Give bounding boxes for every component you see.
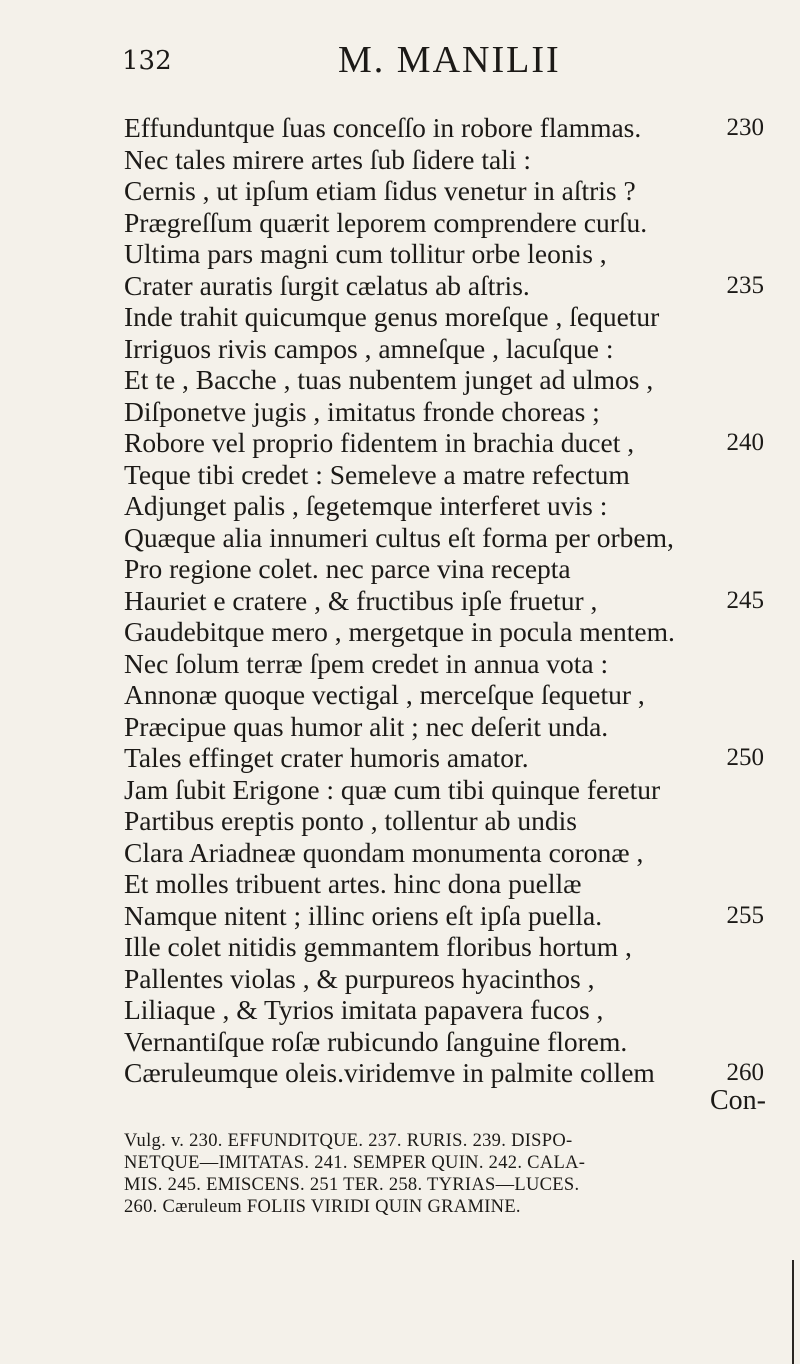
note-line: 260. Cæruleum FOLIIS VIRIDI QUIN GRAMINE. xyxy=(124,1197,521,1217)
verse-text: Vernantiſque roſæ rubicundo ſanguine florem. xyxy=(124,1025,628,1057)
verse-text: Clara Ariadneæ quondam monumenta coronæ , xyxy=(124,836,644,868)
variant-notes xyxy=(124,1130,764,1218)
line-number: 245 xyxy=(726,586,764,614)
verse-text: Liliaque , & Tyrios imitata papavera fucos , xyxy=(124,994,604,1025)
verse-text: Namque nitent ; illinc oriens eſt ipſa puella. xyxy=(124,899,603,931)
verse-text: Præcipue quas humor alit ; nec deſerit unda. xyxy=(124,710,609,742)
line-number: 230 xyxy=(726,114,764,141)
line-number: 260 xyxy=(726,1059,764,1086)
page-header xyxy=(0,34,800,94)
verse-text: Pallentes violas , & purpureos hyacinthos , xyxy=(124,962,595,994)
line-number: 235 xyxy=(726,271,764,299)
verse-text: Jam ſubit Erigone : quæ cum tibi quinque feretur xyxy=(124,773,661,805)
verse-line xyxy=(124,1053,764,1093)
verse-text: Teque tibi credet : Semeleve a matre refectum xyxy=(124,458,630,490)
verse-text: Quæque alia innumeri cultus eſt forma per orbem, xyxy=(124,521,674,553)
verse-text: Irriguos rivis campos , amneſque , lacuſque : xyxy=(124,332,614,364)
verse-text: Cernis , ut ipſum etiam ſidus venetur in aſtris ? xyxy=(124,175,636,206)
verse-text: Ille colet nitidis gemmantem floribus hortum , xyxy=(124,931,632,962)
verse-text: Ultima pars magni cum tollitur orbe leonis , xyxy=(124,238,607,269)
verse-text: Inde trahit quicumque genus moreſque , ſequetur xyxy=(124,301,660,332)
catchword: Con- xyxy=(710,1085,766,1116)
line-number: 240 xyxy=(726,429,764,456)
margin-rule xyxy=(792,1260,794,1364)
note-line: Vulg. v. 230. EFFUNDITQUE. 237. RURIS. 239. DISPO- xyxy=(124,1131,573,1151)
verse-text: Effunduntque ſuas conceſſo in robore flammas. xyxy=(124,112,642,143)
note-line: MIS. 245. EMISCENS. 251 TER. 258. TYRIAS—LUCES. xyxy=(124,1175,580,1195)
verse-text: Nec tales mirere artes ſub ſidere tali : xyxy=(124,143,531,175)
verse-text: Hauriet e cratere , & fructibus ipſe fruetur , xyxy=(124,584,598,616)
verse-text: Cæruleumque oleis.viridemve in palmite collem xyxy=(124,1057,655,1088)
verse-text: Nec ſolum terræ ſpem credet in annua vota : xyxy=(124,647,609,679)
verse-text: Adjunget palis , ſegetemque interferet uvis : xyxy=(124,490,608,521)
verse-text: Pro regione colet. nec parce vina recepta xyxy=(124,553,571,584)
verse-text: Gaudebitque mero , mergetque in pocula mentem. xyxy=(124,616,675,647)
verse-text: Tales effinget crater humoris amator. xyxy=(124,742,529,773)
verse-text: Crater auratis ſurgit cælatus ab aſtris. xyxy=(124,269,530,301)
running-head: M. MANILII xyxy=(338,39,561,81)
note-line: NETQUE—IMITATAS. 241. SEMPER QUIN. 242. CALA- xyxy=(124,1153,586,1173)
verse-text: Annonæ quoque vectigal , merceſque ſequetur , xyxy=(124,679,645,710)
verse-text: Prægreſſum quærit leporem comprendere curſu. xyxy=(124,206,648,238)
page-number: 132 xyxy=(122,46,172,76)
verse-text: Et molles tribuent artes. hinc dona puellæ xyxy=(124,868,582,899)
verse-text: Diſponetve jugis , imitatus fronde choreas ; xyxy=(124,395,600,427)
line-number: 255 xyxy=(726,901,764,929)
line-number: 250 xyxy=(726,744,764,771)
verse-text: Partibus ereptis ponto , tollentur ab undis xyxy=(124,805,577,836)
verse-text: Et te , Bacche , tuas nubentem junget ad ulmos , xyxy=(124,364,654,395)
verse-text: Robore vel proprio fidentem in brachia ducet , xyxy=(124,427,635,458)
